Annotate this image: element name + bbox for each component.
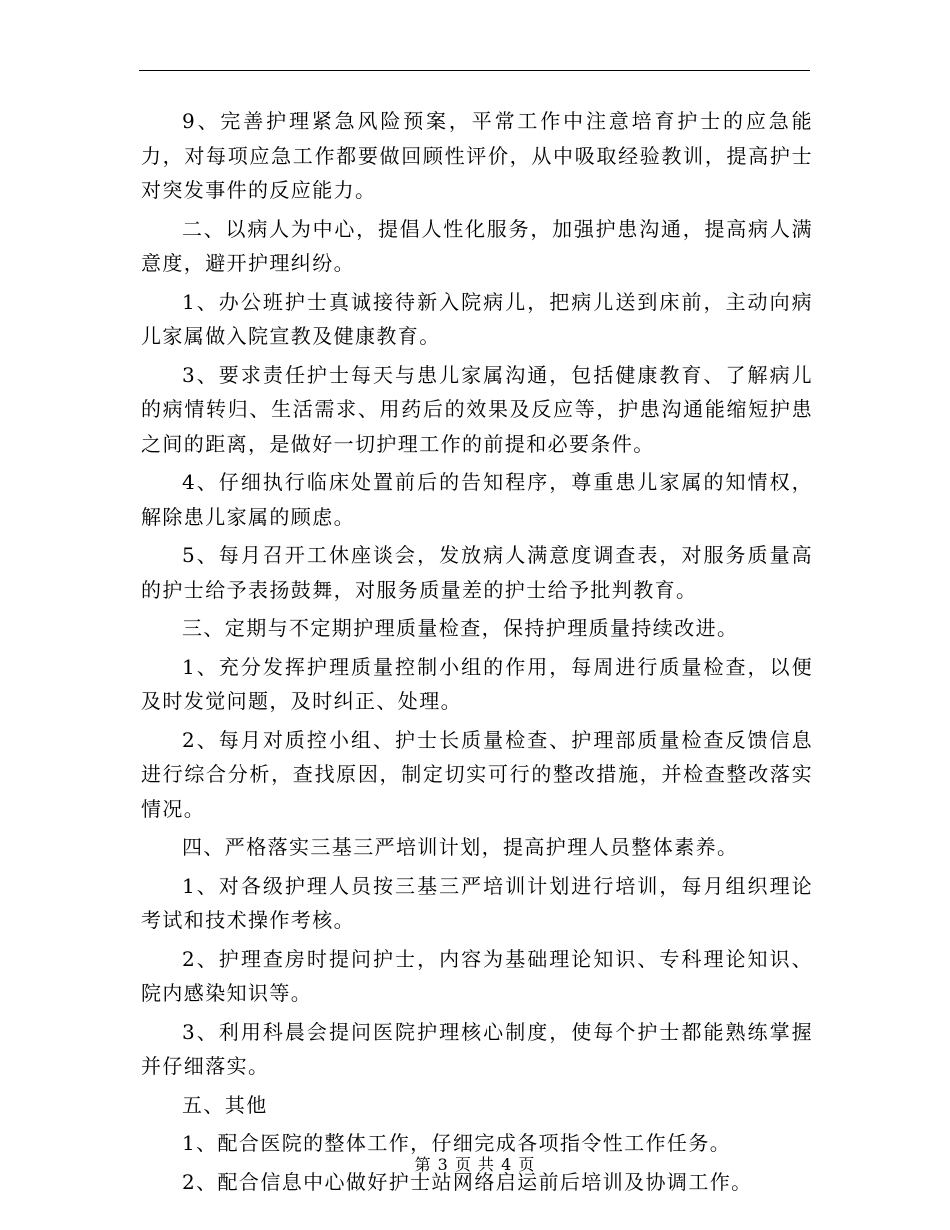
paragraph: 9、完善护理紧急风险预案，平常工作中注意培育护士的应急能力，对每项应急工作都要做回顾性评价，从中吸取经验教训，提高护士对突发事件的反应能力。 (141, 109, 813, 202)
section-heading: 三、定期与不定期护理质量检查，保持护理质量持续改进。 (182, 616, 739, 640)
paragraph: 2、每月对质控小组、护士长质量检查、护理部质量检查反馈信息进行综合分析，查找原因，制定切实可行的整改措施，并检查整改落实情况。 (141, 727, 813, 821)
paragraph: 2、配合信息中心做好护士站网络启运前后培训及协调工作。 (182, 1169, 753, 1194)
paragraph: 1、充分发挥护理质量控制小组的作用，每周进行质量检查，以便及时发觉问题，及时纠正、处理。 (141, 654, 813, 713)
section-heading: 五、其他 (182, 1092, 268, 1117)
paragraph: 1、配合医院的整体工作，仔细完成各项指令性工作任务。 (182, 1131, 732, 1155)
page-number-footer: 第 3 页 共 4 页 (414, 1155, 536, 1174)
paragraph: 2、护理查房时提问护士，内容为基础理论知识、专科理论知识、院内感染知识等。 (141, 946, 813, 1005)
paragraph: 4、仔细执行临床处置前后的告知程序，尊重患儿家属的知情权，解除患儿家属的顾虑。 (141, 470, 813, 529)
paragraph: 1、办公班护士真诚接待新入院病儿，把病儿送到床前，主动向病儿家属做入院宣教及健康教育。 (141, 289, 813, 348)
paragraph: 3、利用科晨会提问医院护理核心制度，使每个护士都能熟练掌握并仔细落实。 (141, 1019, 813, 1078)
section-heading: 二、以病人为中心，提倡人性化服务，加强护患沟通，提高病人满意度，避开护理纠纷。 (141, 216, 813, 275)
section-heading: 四、严格落实三基三严培训计划，提高护理人员整体素养。 (182, 835, 739, 859)
document-body (141, 104, 813, 1203)
paragraph: 5、每月召开工休座谈会，发放病人满意度调查表，对服务质量高的护士给予表扬鼓舞，对服务质量差的护士给予批判教育。 (141, 543, 813, 602)
paragraph: 1、对各级护理人员按三基三严培训计划进行培训，每月组织理论考试和技术操作考核。 (141, 873, 813, 932)
header-rule (139, 70, 810, 71)
paragraph: 3、要求责任护士每天与患儿家属沟通，包括健康教育、了解病儿的病情转归、生活需求、用药后的效果及反应等，护患沟通能缩短护患之间的距离，是做好一切护理工作的前提和必要条件。 (141, 362, 813, 456)
